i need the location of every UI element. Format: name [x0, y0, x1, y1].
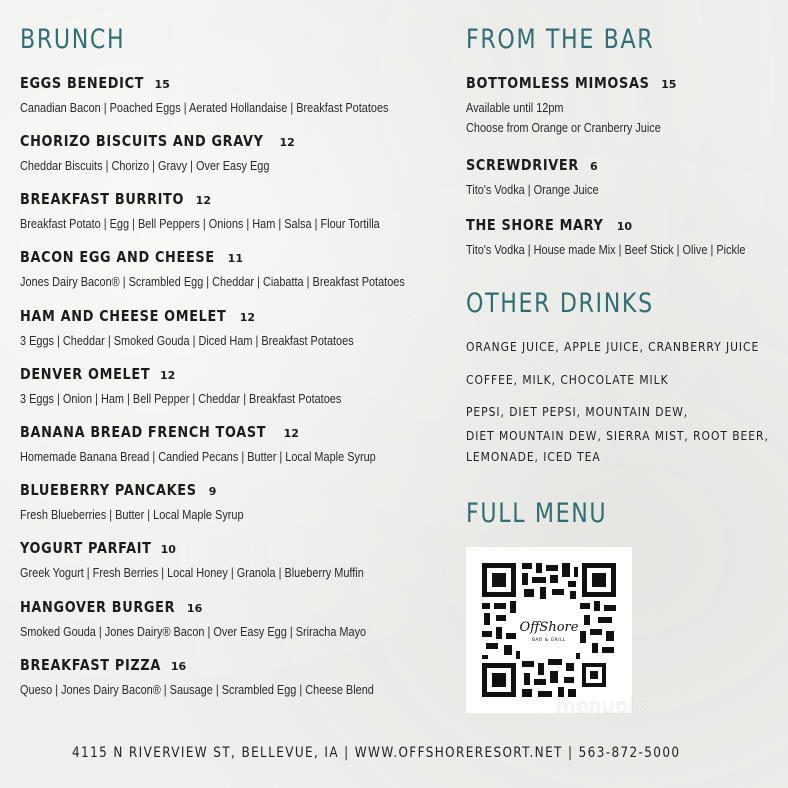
footer-contact: 4115 N RIVERVIEW ST, BELLEVUE, IA | WWW.OFFSHORERESORT.NET | 563-872-5000 [72, 745, 681, 761]
item-description: Jones Dairy Bacon® | Scrambled Egg | Cheddar | Ciabatta | Breakfast Potatoes [20, 273, 405, 289]
item-name: BLUEBERRY PANCAKES [20, 481, 197, 499]
item-description: Smoked Gouda | Jones Dairy® Bacon | Over Easy Egg | Sriracha Mayo [20, 623, 367, 639]
item-description: Queso | Jones Dairy Bacon® | Sausage | Scrambled Egg | Cheese Blend [20, 681, 374, 697]
item-price: 11 [227, 252, 243, 265]
menu-item [20, 192, 448, 230]
item-name: BACON EGG AND CHEESE [20, 248, 215, 266]
qr-logo-sub: BAR & GRILL [531, 638, 567, 643]
menu-item [20, 600, 432, 638]
item-description: 3 Eggs | Onion | Ham | Bell Pepper | Cheddar | Breakfast Potatoes [20, 390, 342, 406]
drinks-line: ORANGE JUICE, APPLE JUICE, CRANBERRY JUICE [466, 339, 760, 354]
drinks-line: PEPSI, DIET PEPSI, MOUNTAIN DEW, [466, 404, 689, 419]
menu-item [20, 134, 317, 172]
item-description: Cheddar Biscuits | Chorizo | Gravy | Over Easy Egg [20, 157, 270, 173]
item-name: BANANA BREAD FRENCH TOAST [20, 423, 267, 441]
item-price: 16 [170, 660, 187, 673]
item-name: HAM AND CHEESE OMELET [20, 307, 227, 325]
item-price: 12 [239, 311, 256, 324]
item-name: BREAKFAST BURRITO [20, 190, 185, 208]
item-description: Fresh Blueberries | Butter | Local Maple Syrup [20, 506, 244, 522]
item-description-2: Choose from Orange or Cranberry Juice [466, 119, 661, 135]
drinks-line: LEMONADE, ICED TEA [466, 449, 601, 464]
item-description: Canadian Bacon | Poached Eggs | Aerated Hollandaise | Breakfast Potatoes [20, 99, 389, 115]
brunch-title: BRUNCH [20, 24, 126, 55]
menu-item [20, 76, 459, 114]
item-name: BOTTOMLESS MIMOSAS [466, 74, 650, 92]
bar-title: FROM THE BAR [466, 24, 655, 55]
item-description: Available until 12pm [466, 99, 564, 115]
menu-item [20, 425, 443, 463]
item-description: Tito's Vodka | Orange Juice [466, 181, 599, 197]
item-price: 10 [160, 543, 176, 556]
item-name: EGGS BENEDICT [20, 74, 145, 92]
item-name: DENVER OMELET [20, 365, 151, 383]
item-price: 12 [279, 136, 295, 149]
qr-logo-text: OffShore [519, 620, 579, 635]
qr-code[interactable] [466, 547, 632, 713]
menu-item [20, 483, 286, 521]
item-price: 12 [283, 427, 299, 440]
item-price: 9 [208, 485, 217, 498]
item-price: 15 [154, 78, 170, 91]
watermark: menupix [556, 694, 647, 718]
item-price: 12 [195, 194, 211, 207]
item-description: Homemade Banana Bread | Candied Pecans | Butter | Local Maple Syrup [20, 448, 376, 464]
item-description: Tito's Vodka | House made Mix | Beef Stick | Olive | Pickle [466, 241, 746, 257]
menu-item [20, 541, 429, 579]
item-name: CHORIZO BISCUITS AND GRAVY [20, 132, 264, 150]
menu-item [20, 250, 478, 288]
item-description: Breakfast Potato | Egg | Bell Peppers | Onions | Ham | Salsa | Flour Tortilla [20, 215, 380, 231]
item-price: 16 [186, 602, 203, 615]
full-menu-title: FULL MENU [466, 498, 608, 529]
item-description: Greek Yogurt | Fresh Berries | Local Honey | Granola | Blueberry Muffin [20, 564, 364, 580]
bar-item [466, 218, 788, 256]
other-drinks-title: OTHER DRINKS [466, 288, 654, 319]
item-description: 3 Eggs | Cheddar | Smoked Gouda | Diced Ham | Breakfast Potatoes [20, 332, 354, 348]
item-name: THE SHORE MARY [466, 216, 604, 234]
item-name: HANGOVER BURGER [20, 598, 176, 616]
menu-item [20, 309, 417, 347]
item-price: 15 [661, 78, 677, 91]
qr-code-image [480, 561, 618, 699]
item-price: 6 [590, 160, 598, 173]
item-name: YOGURT PARFAIT [20, 539, 152, 557]
menu-item [20, 658, 441, 696]
item-name: SCREWDRIVER [466, 156, 579, 174]
item-name: BREAKFAST PIZZA [20, 656, 162, 674]
item-price: 10 [616, 220, 633, 233]
drinks-line: COFFEE, MILK, CHOCOLATE MILK [466, 372, 669, 387]
item-price: 12 [159, 369, 176, 382]
menu-item [20, 367, 403, 405]
bar-item [466, 76, 698, 134]
bar-item [466, 158, 624, 196]
drinks-line: DIET MOUNTAIN DEW, SIERRA MIST, ROOT BEER, [466, 428, 769, 443]
